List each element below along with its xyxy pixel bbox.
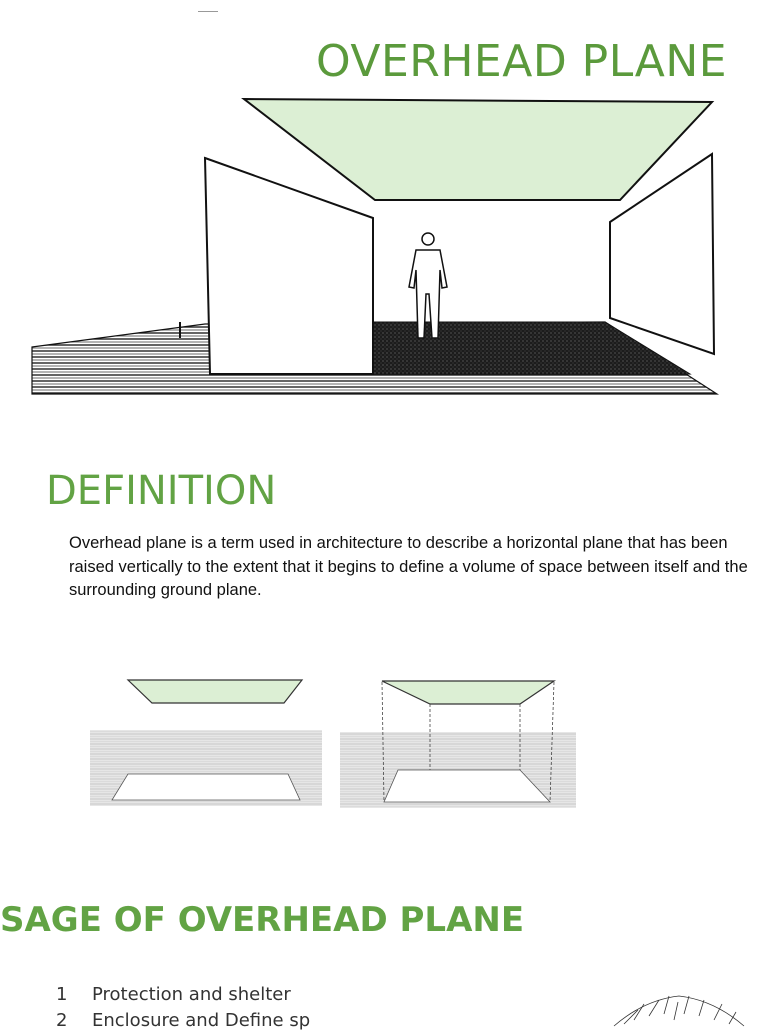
definition-text: Overhead plane is a term used in architecture to describe a horizontal plane that has been raised vertically to the extent that it begins to define a volume of space between itself and the surrounding ground plane. (69, 534, 748, 599)
list-item-label: Enclosure and Define sp (92, 1010, 311, 1031)
overhead-plane-diagrams (88, 672, 580, 812)
tree-sketch (604, 990, 754, 1030)
definition-heading: DEFINITION (46, 468, 277, 514)
top-mark (198, 11, 218, 12)
slide-title: OVERHEAD PLANE (316, 36, 728, 87)
overhead-plane-shape (244, 99, 712, 200)
list-item-number: 1 (56, 984, 68, 1005)
list-item-label: Protection and shelter (92, 984, 291, 1005)
list-item (56, 1010, 310, 1031)
diagram-floating-plane (90, 680, 322, 806)
list-item-number: 2 (56, 1010, 68, 1031)
usage-heading: SAGE OF OVERHEAD PLANE (0, 900, 525, 940)
overhead-plane-illustration (30, 92, 720, 402)
list-item (56, 984, 291, 1005)
diagram-plane-with-columns (340, 681, 576, 808)
